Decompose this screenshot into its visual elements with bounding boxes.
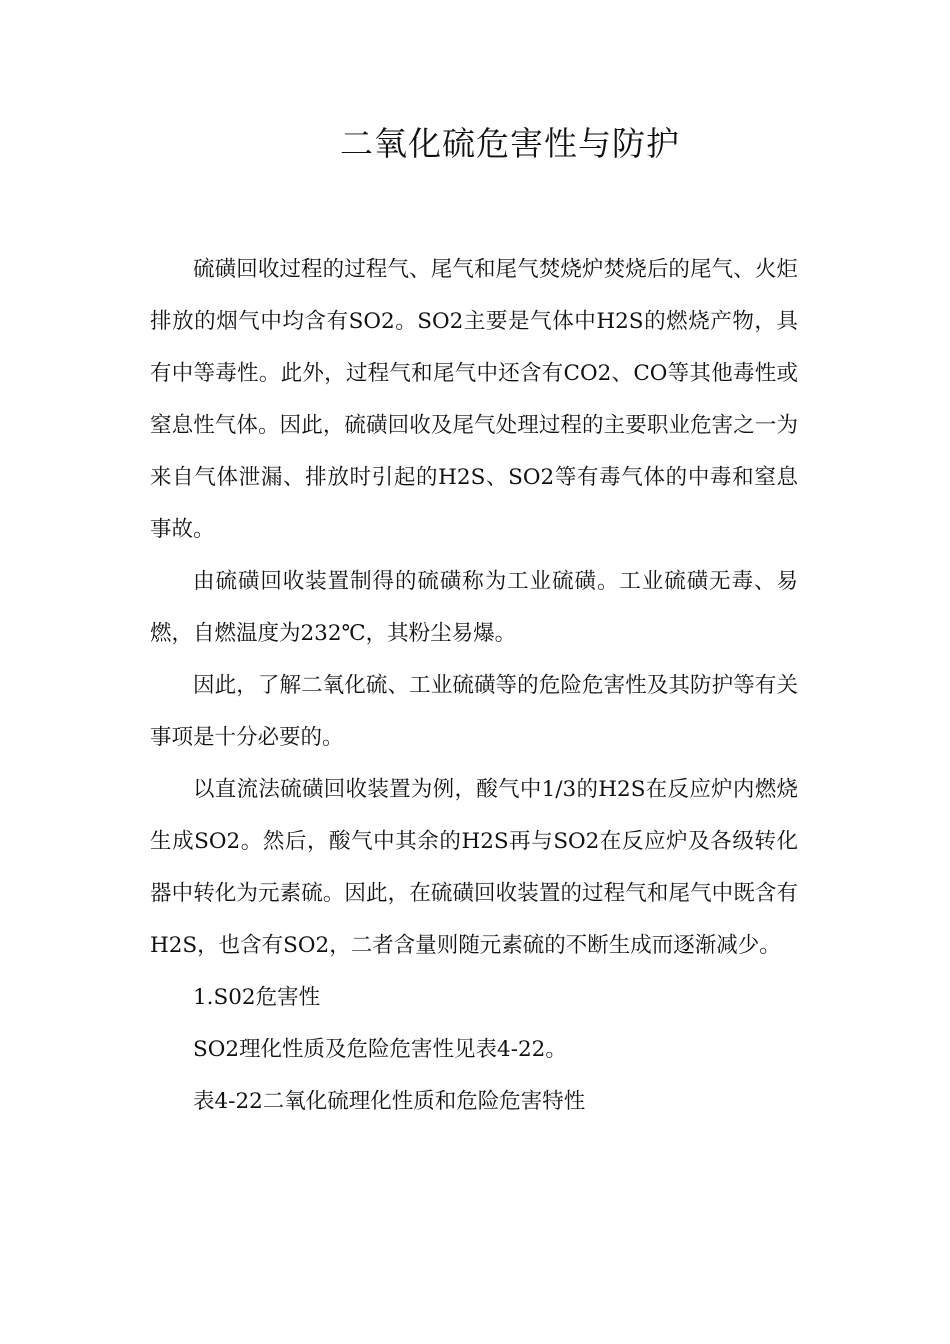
paragraph-table-reference: SO2理化性质及危险危害性见表4-22。 xyxy=(193,1037,567,1062)
paragraph-process-example: 以直流法硫磺回收装置为例，酸气中1/3的H2S在反应炉内燃烧生成SO2。然后，酸气中其余的H2S再与SO2在反应炉及各级转化器中转化为元素硫。因此，在硫磺回收装置的过程气和尾气中既含有H2S，也含有SO2，二者含量则随元素硫的不断生成而逐渐减少。 xyxy=(150,777,798,958)
document-title: 二氧化硫危害性与防护 xyxy=(340,124,680,163)
paragraph-necessity: 因此，了解二氧化硫、工业硫磺等的危险危害性及其防护等有关事项是十分必要的。 xyxy=(150,673,798,750)
table-caption: 表4-22二氧化硫理化性质和危险危害特性 xyxy=(193,1089,586,1114)
document-body xyxy=(150,244,798,1128)
paragraph-intro: 硫磺回收过程的过程气、尾气和尾气焚烧炉焚烧后的尾气、火炬排放的烟气中均含有SO2。SO2主要是气体中H2S的燃烧产物，具有中等毒性。此外，过程气和尾气中还含有CO2、CO等其他毒性或窒息性气体。因此，硫磺回收及尾气处理过程的主要职业危害之一为来自气体泄漏、排放时引起的H2S、SO2等有毒气体的中毒和窒息事故。 xyxy=(150,257,798,542)
section-heading-so2-hazard: 1.S02危害性 xyxy=(193,985,321,1010)
paragraph-industrial-sulfur: 由硫磺回收装置制得的硫磺称为工业硫磺。工业硫磺无毒、易燃，自燃温度为232℃，其粉尘易爆。 xyxy=(150,569,798,646)
